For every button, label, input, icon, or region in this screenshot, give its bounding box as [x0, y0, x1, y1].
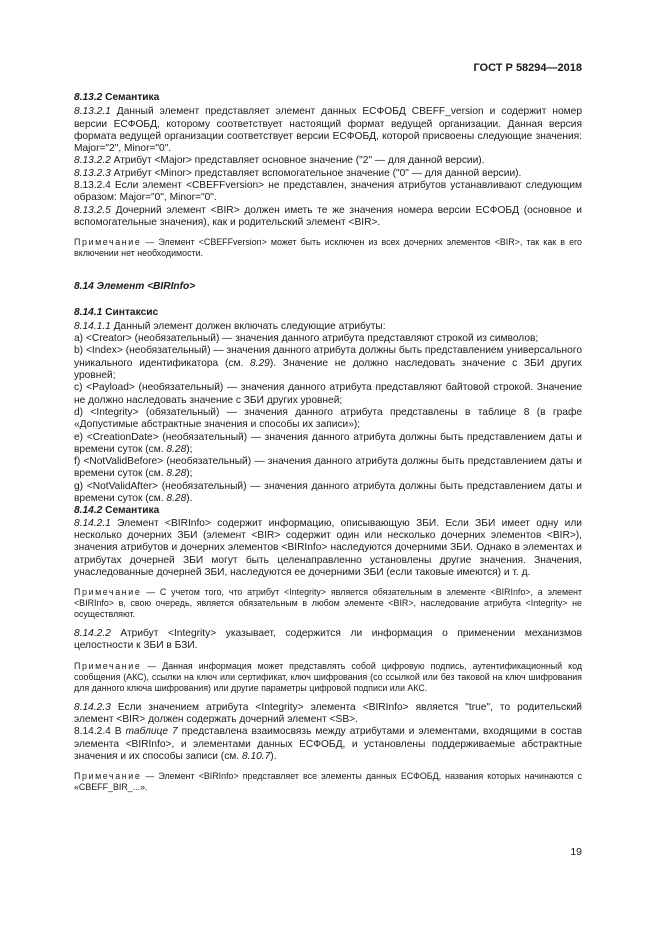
note-8-14-2-1 — [74, 587, 582, 620]
clause-text: Если значением атрибута <Integrity> элемента <BIRInfo> является "true", то родительский элемент <BIR> должен содержать дочерний элемент <SB>. — [74, 701, 582, 725]
section-title: Семантика — [105, 92, 160, 103]
note-text: — С учетом того, что атрибут <Integrity> является обязательным в элементе <BIRInfo>, а элемент <BIRInfo> в, свою очередь, является обязательным в любом элементе <BIR>, наследование атрибута <Integrity> не осуществляют. — [74, 587, 582, 620]
paragraph-8-13-2-3 — [74, 168, 582, 180]
section-heading-8-14 — [74, 281, 582, 293]
list-item-f: f) <NotValidBefore> (необязательный) — значения данного атрибута должны быть представлением даты и времени суток (см. 8.28); — [74, 456, 582, 480]
clause-number: 8.14.2.1 — [74, 517, 111, 529]
clause-text: Атрибут <Minor> представляет вспомогательное значение ("0" — для данной версии). — [110, 167, 522, 179]
paragraph-8-14-2-1 — [74, 518, 582, 579]
standard-header: ГОСТ Р 58294—2018 — [473, 62, 582, 74]
page-number: 19 — [570, 846, 582, 858]
paragraph-8-13-2-2 — [74, 155, 582, 167]
clause-number: 8.14.1.1 — [74, 320, 111, 332]
paragraph-8-13-2-4: 8.13.2.4 Если элемент <CBEFFversion> не представлен, значения атрибутов устанавливают следующим образом: Major="0", Minor="0". — [74, 180, 582, 204]
note-8-13-2 — [74, 237, 582, 259]
paragraph-8-13-2-1 — [74, 106, 582, 155]
paragraph-8-14-2-4: 8.14.2.4 В таблице 7 представлена взаимосвязь между атрибутами и элементами, входящими в состав элемента <BIRInfo>, и элементами данных ЕСФОБД, и установлены поддерживаемые абстрактные значения и их способы записи (см. 8.10.7). — [74, 726, 582, 762]
note-8-14-2-4 — [74, 771, 582, 793]
clause-number: 8.13.2.3 — [74, 167, 111, 179]
note-label: Примечание — [74, 660, 142, 671]
section-number: 8.14 — [74, 281, 94, 293]
clause-text: Данный элемент представляет элемент данных ЕСФОБД CBEFF_version и содержит номер версии ЕСФОБД, которому соответствует настоящий формат ведущей организации. Данная версия формата ведущей организации соответствует версии ЕСФОБД, которой присвоены следующие значения: Major="2", Minor="0". — [74, 106, 582, 155]
section-heading-8-13-2 — [74, 92, 582, 104]
cross-reference: 8.28 — [166, 443, 187, 455]
note-8-14-2-2 — [74, 661, 582, 694]
list-item-b: b) <Index> (необязательный) — значения данного атрибута должны быть представлением универсального уникального идентификатора (см. 8.29). Значение не должно наследовать значение с ЗБИ других уровней; — [74, 345, 582, 382]
section-title: Семантика — [105, 505, 160, 517]
section-heading-8-14-1 — [74, 307, 582, 319]
list-item-e: e) <CreationDate> (необязательный) — значения данного атрибута должны быть представлением даты и времени суток (см. 8.28); — [74, 431, 582, 455]
clause-number: 8.13.2.5 — [74, 204, 111, 216]
cross-reference: таблице 7 — [125, 726, 178, 738]
section-number: 8.14.2 — [74, 505, 103, 517]
cross-reference: 8.10.7 — [241, 750, 271, 762]
section-number: 8.13.2 — [74, 92, 103, 103]
list-item-d: d) <Integrity> (обязательный) — значения данного атрибута представлены в таблице 8 (в графе «Допустимые абстрактные значения и способы их записи»); — [74, 406, 582, 431]
cross-reference: 8.28 — [166, 493, 187, 505]
note-label: Примечание — [74, 771, 142, 782]
section-title: Синтаксис — [105, 306, 159, 318]
cross-reference: 8.29 — [250, 357, 270, 369]
clause-number: 8.13.2.1 — [74, 106, 111, 118]
list-item-g: g) <NotValidAfter> (необязательный) — значения данного атрибута должны быть представлением даты и времени суток (см. 8.28). — [74, 480, 582, 505]
paragraph-8-14-2-3 — [74, 702, 582, 727]
note-label: Примечание — [74, 587, 142, 598]
paragraph-8-14-1-1 — [74, 321, 582, 333]
note-label: Примечание — [74, 237, 142, 248]
clause-number: 8.14.2.3 — [74, 701, 111, 713]
note-text: — Элемент <CBEFFversion> может быть исключен из всех дочерних элементов <BIR>, так как в его включении нет необходимости. — [74, 237, 582, 259]
clause-text: Элемент <BIRInfo> содержит информацию, описывающую ЗБИ. Если ЗБИ имеет одну или несколько дочерних ЗБИ (элемент <BIR> содержит один или несколько дочерних элементов <BIR>), значения атрибутов и дочерних элементов <BIRInfo> наследуются дочерними ЗБИ. Однако в элементах и атрибутах дочерней ЗБИ могут быть целенаправленно установлены другие значения. Значения, унаследованные дочерней ЗБИ, наследуются ее дочерними ЗБИ (если таковые имеются) и т. д. — [74, 517, 582, 578]
paragraph-8-14-2-2 — [74, 628, 582, 653]
list-item-a: a) <Creator> (необязательный) — значения данного атрибута представляют строкой из символов; — [74, 333, 539, 345]
clause-text: Атрибут <Major> представляет основное значение ("2" — для данной версии). — [110, 155, 485, 167]
paragraph-8-13-2-5 — [74, 205, 582, 230]
clause-text: Атрибут <Integrity> указывает, содержится ли информация о применении механизмов целостности к ЗБИ в БЗИ. — [74, 628, 582, 652]
clause-number: 8.13.2.2 — [74, 155, 111, 167]
clause-text: Данный элемент должен включать следующие атрибуты: — [110, 320, 386, 332]
clause-text: Дочерний элемент <BIR> должен иметь те же значения номера версии ЕСФОБД (основное и вспомогательные значения), как и родительский элемент <BIR>. — [74, 204, 582, 228]
document-body — [74, 92, 582, 801]
section-heading-8-14-2 — [74, 505, 582, 517]
section-title: Элемент <BIRInfo> — [96, 281, 196, 293]
note-text: — Данная информация может представлять собой цифровую подпись, аутентификационный код сообщения (АКС), ссылки на ключ или сертификат, ключ шифрования (со ссылкой или без таковой на ключ шифрования для данного ключа шифрования) или другие параметры цифровой подписи или АКС. — [74, 660, 582, 693]
clause-number: 8.14.2.2 — [74, 628, 111, 640]
section-number: 8.14.1 — [74, 306, 103, 318]
note-text: — Элемент <BIRInfo> представляет все элементы данных ЕСФОБД, названия которых начинаются с «CBEFF_BIR_...». — [74, 771, 582, 793]
cross-reference: 8.28 — [166, 468, 187, 480]
list-item-c: c) <Payload> (необязательный) — значения данного атрибута представляют байтовой строкой. Значение не должно наследовать значение с ЗБИ других уровней; — [74, 382, 582, 406]
